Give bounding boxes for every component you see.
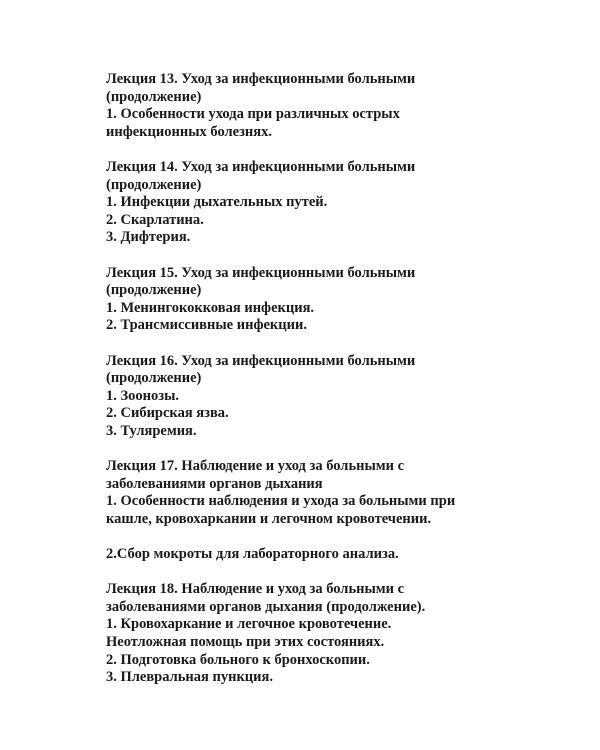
lecture-item: инфекционных болезнях. bbox=[106, 123, 272, 140]
lecture-item: Неотложная помощь при этих состояниях. bbox=[106, 634, 385, 650]
lecture-item: 2. Скарлатина. bbox=[106, 211, 204, 228]
lecture-item: 1. Зоонозы. bbox=[106, 387, 180, 404]
blank-line bbox=[106, 528, 576, 546]
lecture-14 bbox=[106, 159, 576, 247]
lecture-item: 2.Сбор мокроты для лабораторного анализа. bbox=[106, 546, 399, 563]
lecture-item: 2. Трансмиссивные инфекции. bbox=[106, 317, 307, 334]
lecture-item: 3. Дифтерия. bbox=[106, 229, 191, 246]
document-page bbox=[106, 71, 576, 704]
lecture-subtitle: (продолжение) bbox=[106, 282, 202, 299]
lecture-item: 1. Особенности ухода при различных острых bbox=[106, 106, 400, 123]
lecture-item: 3. Туляремия. bbox=[106, 422, 197, 439]
lecture-17 bbox=[106, 458, 576, 564]
lecture-subtitle: (продолжение) bbox=[106, 88, 202, 105]
lecture-subtitle: (продолжение) bbox=[106, 370, 202, 387]
lecture-title: Лекция 18. Наблюдение и уход за больными с bbox=[106, 581, 405, 598]
lecture-title: Лекция 13. Уход за инфекционными больными bbox=[106, 71, 416, 87]
lecture-subtitle: заболеваниями органов дыхания bbox=[106, 475, 323, 492]
lecture-title: Лекция 14. Уход за инфекционными больными bbox=[106, 158, 416, 175]
lecture-13 bbox=[106, 71, 576, 141]
lecture-title: Лекция 15. Уход за инфекционными больными bbox=[106, 264, 416, 281]
lecture-title: Лекция 17. Наблюдение и уход за больными с bbox=[106, 458, 405, 475]
lecture-subtitle: (продолжение) bbox=[106, 176, 202, 193]
lecture-item: 3. Плевральная пункция. bbox=[106, 669, 273, 686]
lecture-item: 1. Особенности наблюдения и ухода за больными при bbox=[106, 493, 456, 510]
lecture-item: 2. Подготовка больного к бронхоскопии. bbox=[106, 651, 370, 668]
lecture-item: 1. Инфекции дыхательных путей. bbox=[106, 194, 328, 211]
lecture-15 bbox=[106, 265, 576, 335]
lecture-18 bbox=[106, 581, 576, 687]
lecture-16 bbox=[106, 353, 576, 441]
lecture-subtitle: заболеваниями органов дыхания (продолжение). bbox=[106, 598, 426, 615]
lecture-item: 1. Менингококковая инфекция. bbox=[106, 299, 315, 316]
lecture-item: кашле, кровохаркании и легочном кровотечении. bbox=[106, 510, 432, 527]
lecture-item: 1. Кровохаркание и легочное кровотечение. bbox=[106, 616, 392, 633]
lecture-item: 2. Сибирская язва. bbox=[106, 405, 229, 422]
lecture-title: Лекция 16. Уход за инфекционными больными bbox=[106, 352, 416, 369]
